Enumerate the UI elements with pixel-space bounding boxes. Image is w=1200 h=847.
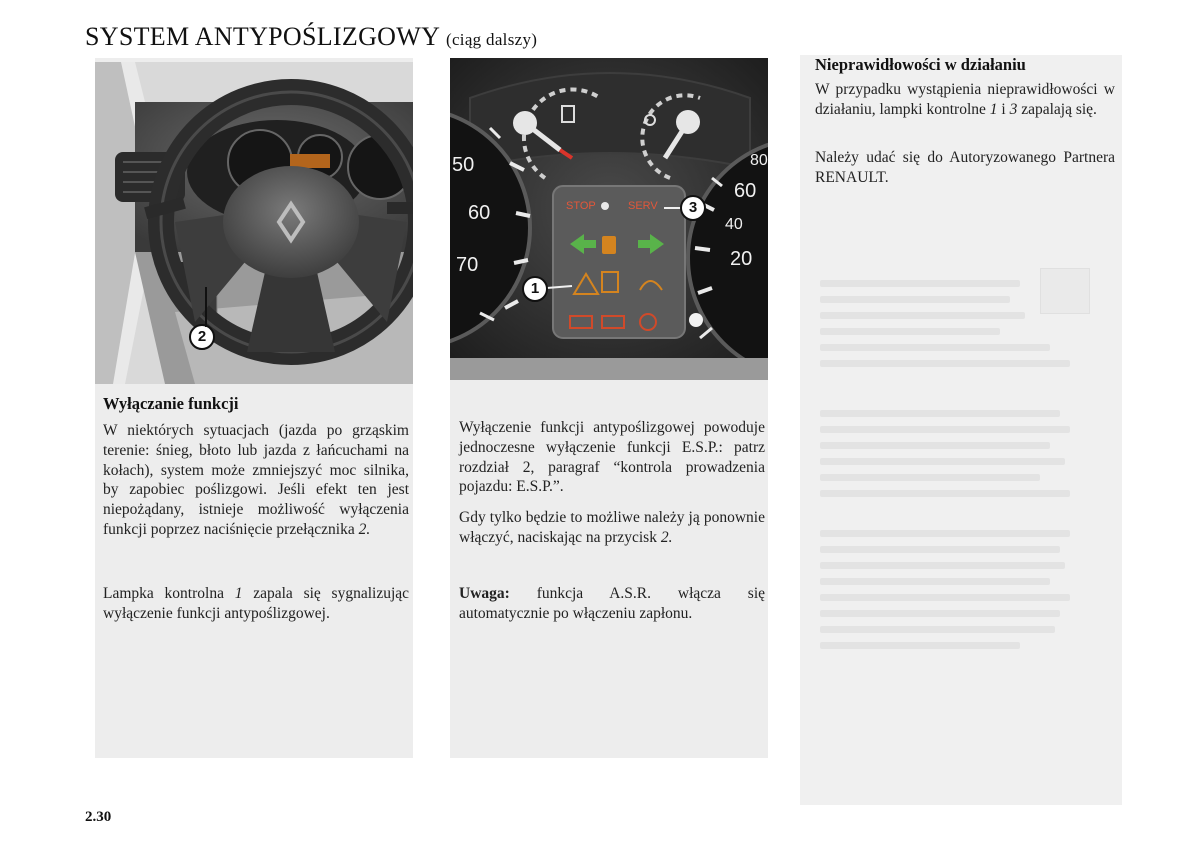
left-paragraph-2 xyxy=(103,584,409,624)
warning-serv-label: SERV xyxy=(628,200,658,212)
lamp-reference-3-right: 3 xyxy=(1009,100,1018,118)
page-title-suffix: (ciąg dalszy) xyxy=(446,30,538,49)
left-paragraph-2-end: zapala się sygnalizując wyłączenie funkcji antypoślizgowej. xyxy=(103,585,410,622)
note-label: Uwaga: xyxy=(459,585,510,602)
warning-stop-label: STOP xyxy=(566,200,596,212)
section-heading-malfunction: Nieprawidłowości w działaniu xyxy=(815,55,1026,74)
right-paragraph-1-start: W przypadku wystąpienia nieprawidłowości w działaniu, lampki kontrolne xyxy=(815,81,1115,118)
right-paragraph-1-and: i xyxy=(1001,100,1006,118)
section-heading-disable: Wyłączanie funkcji xyxy=(103,394,239,413)
page-title xyxy=(85,22,537,52)
left-paragraph-1 xyxy=(103,421,409,540)
right-paragraph-1-end: zapalają się. xyxy=(1021,100,1097,118)
button-reference: 2. xyxy=(660,528,673,546)
speed-label-60: 60 xyxy=(734,180,757,202)
gauge-label-60: 60 xyxy=(468,202,491,224)
switch-reference: 2. xyxy=(358,520,371,538)
center-paragraph-3 xyxy=(459,584,765,624)
left-paragraph-1-text: W niektórych sytuacjach (jazda po grząskim terenie: śnieg, błoto lub jazda z łańcuchami na kołach), system może zmniejszyć moc silnika, by zapobiec poślizgowi. Jeśli efekt ten jest niepożądany, istnieje możliwość wyłączenia funkcji poprzez naciśnięcie przełącznika xyxy=(103,422,409,538)
right-paragraph-1 xyxy=(815,80,1115,120)
center-paragraph-2 xyxy=(459,508,765,548)
callout-2-left: 2 xyxy=(189,324,215,350)
callout-1: 1 xyxy=(522,276,548,302)
callout-3: 3 xyxy=(680,195,706,221)
left-paragraph-2-start: Lampka kontrolna xyxy=(103,585,224,602)
gauge-label-70: 70 xyxy=(456,254,479,276)
gauge-label-50: 50 xyxy=(452,154,475,176)
speed-label-80: 80 xyxy=(750,152,768,169)
speed-label-20: 20 xyxy=(730,248,753,270)
page-number: 2.30 xyxy=(85,809,112,825)
center-paragraph-2-text: Gdy tylko będzie to możliwe należy ją ponownie włączyć, naciskając na przycisk xyxy=(459,509,765,546)
steering-wheel-figure xyxy=(95,62,413,384)
speed-label-40: 40 xyxy=(725,216,743,233)
page-title-main: SYSTEM ANTYPOŚLIZGOWY xyxy=(85,22,440,51)
callout-2-leader xyxy=(205,287,207,327)
center-paragraph-1: Wyłączenie funkcji antypoślizgowej powoduje jednoczesne wyłączenie funkcji E.S.P.: patrz rozdział 2, paragraf “kontrola prowadzenia pojazdu: E.S.P.”. xyxy=(459,419,765,496)
instrument-cluster-figure xyxy=(450,58,768,380)
right-paragraph-2: Należy udać się do Autoryzowanego Partnera RENAULT. xyxy=(815,149,1115,186)
lamp-reference-1-right: 1 xyxy=(989,100,998,118)
lamp-reference-1: 1 xyxy=(234,585,243,602)
note-text: funkcja A.S.R. włącza się automatycznie po włączeniu zapłonu. xyxy=(459,585,765,622)
